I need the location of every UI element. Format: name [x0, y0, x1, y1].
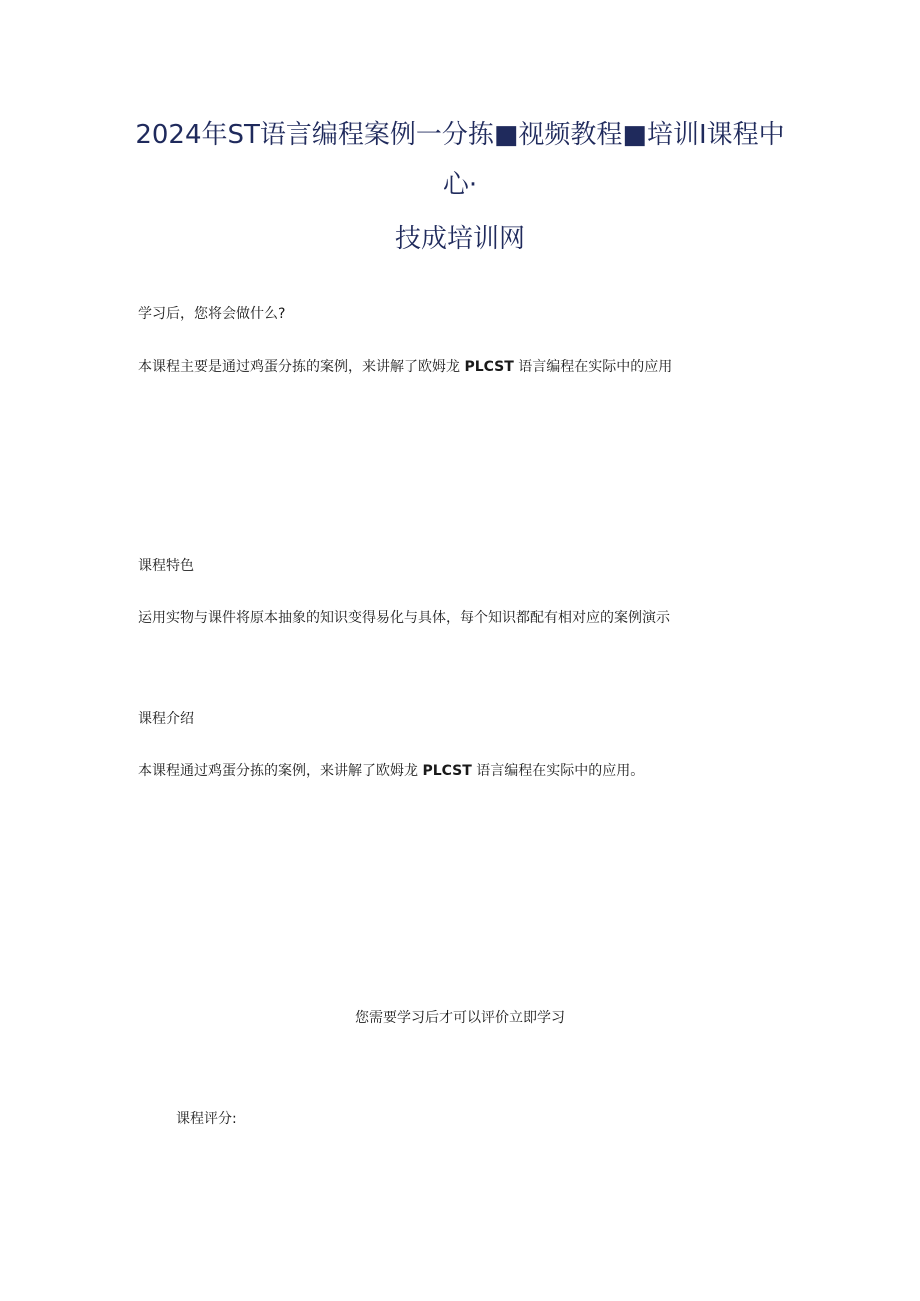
document-title-line-2: 心· [442, 170, 478, 200]
course-rating-label: 课程评分: [176, 1111, 237, 1127]
intro-body-post: 语言编程在实际中的应用。 [476, 763, 645, 779]
intro-body-pre: 本课程通过鸡蛋分拣的案例，来讲解了欧姆龙 [138, 763, 418, 779]
learn-body-pre: 本课程主要是通过鸡蛋分拣的案例，来讲解了欧姆龙 [138, 359, 460, 375]
features-heading: 课程特色 [138, 558, 194, 574]
intro-body-bold: PLCST [422, 763, 472, 779]
learn-body [138, 360, 672, 374]
login-to-rate-notice[interactable]: 您需要学习后才可以评价立即学习 [355, 1010, 565, 1026]
intro-body [138, 764, 644, 778]
learn-body-bold: PLCST [464, 359, 514, 375]
intro-heading: 课程介绍 [138, 711, 194, 727]
learn-heading: 学习后，您将会做什么? [138, 306, 286, 322]
document-title-site-name: 技成培训网 [394, 224, 525, 254]
document-title-line-1: 2024年ST语言编程案例一分拣■视频教程■培训I课程中 [135, 120, 785, 150]
features-body: 运用实物与课件将原本抽象的知识变得易化与具体，每个知识都配有相对应的案例演示 [138, 610, 670, 626]
learn-body-post: 语言编程在实际中的应用 [518, 359, 673, 375]
